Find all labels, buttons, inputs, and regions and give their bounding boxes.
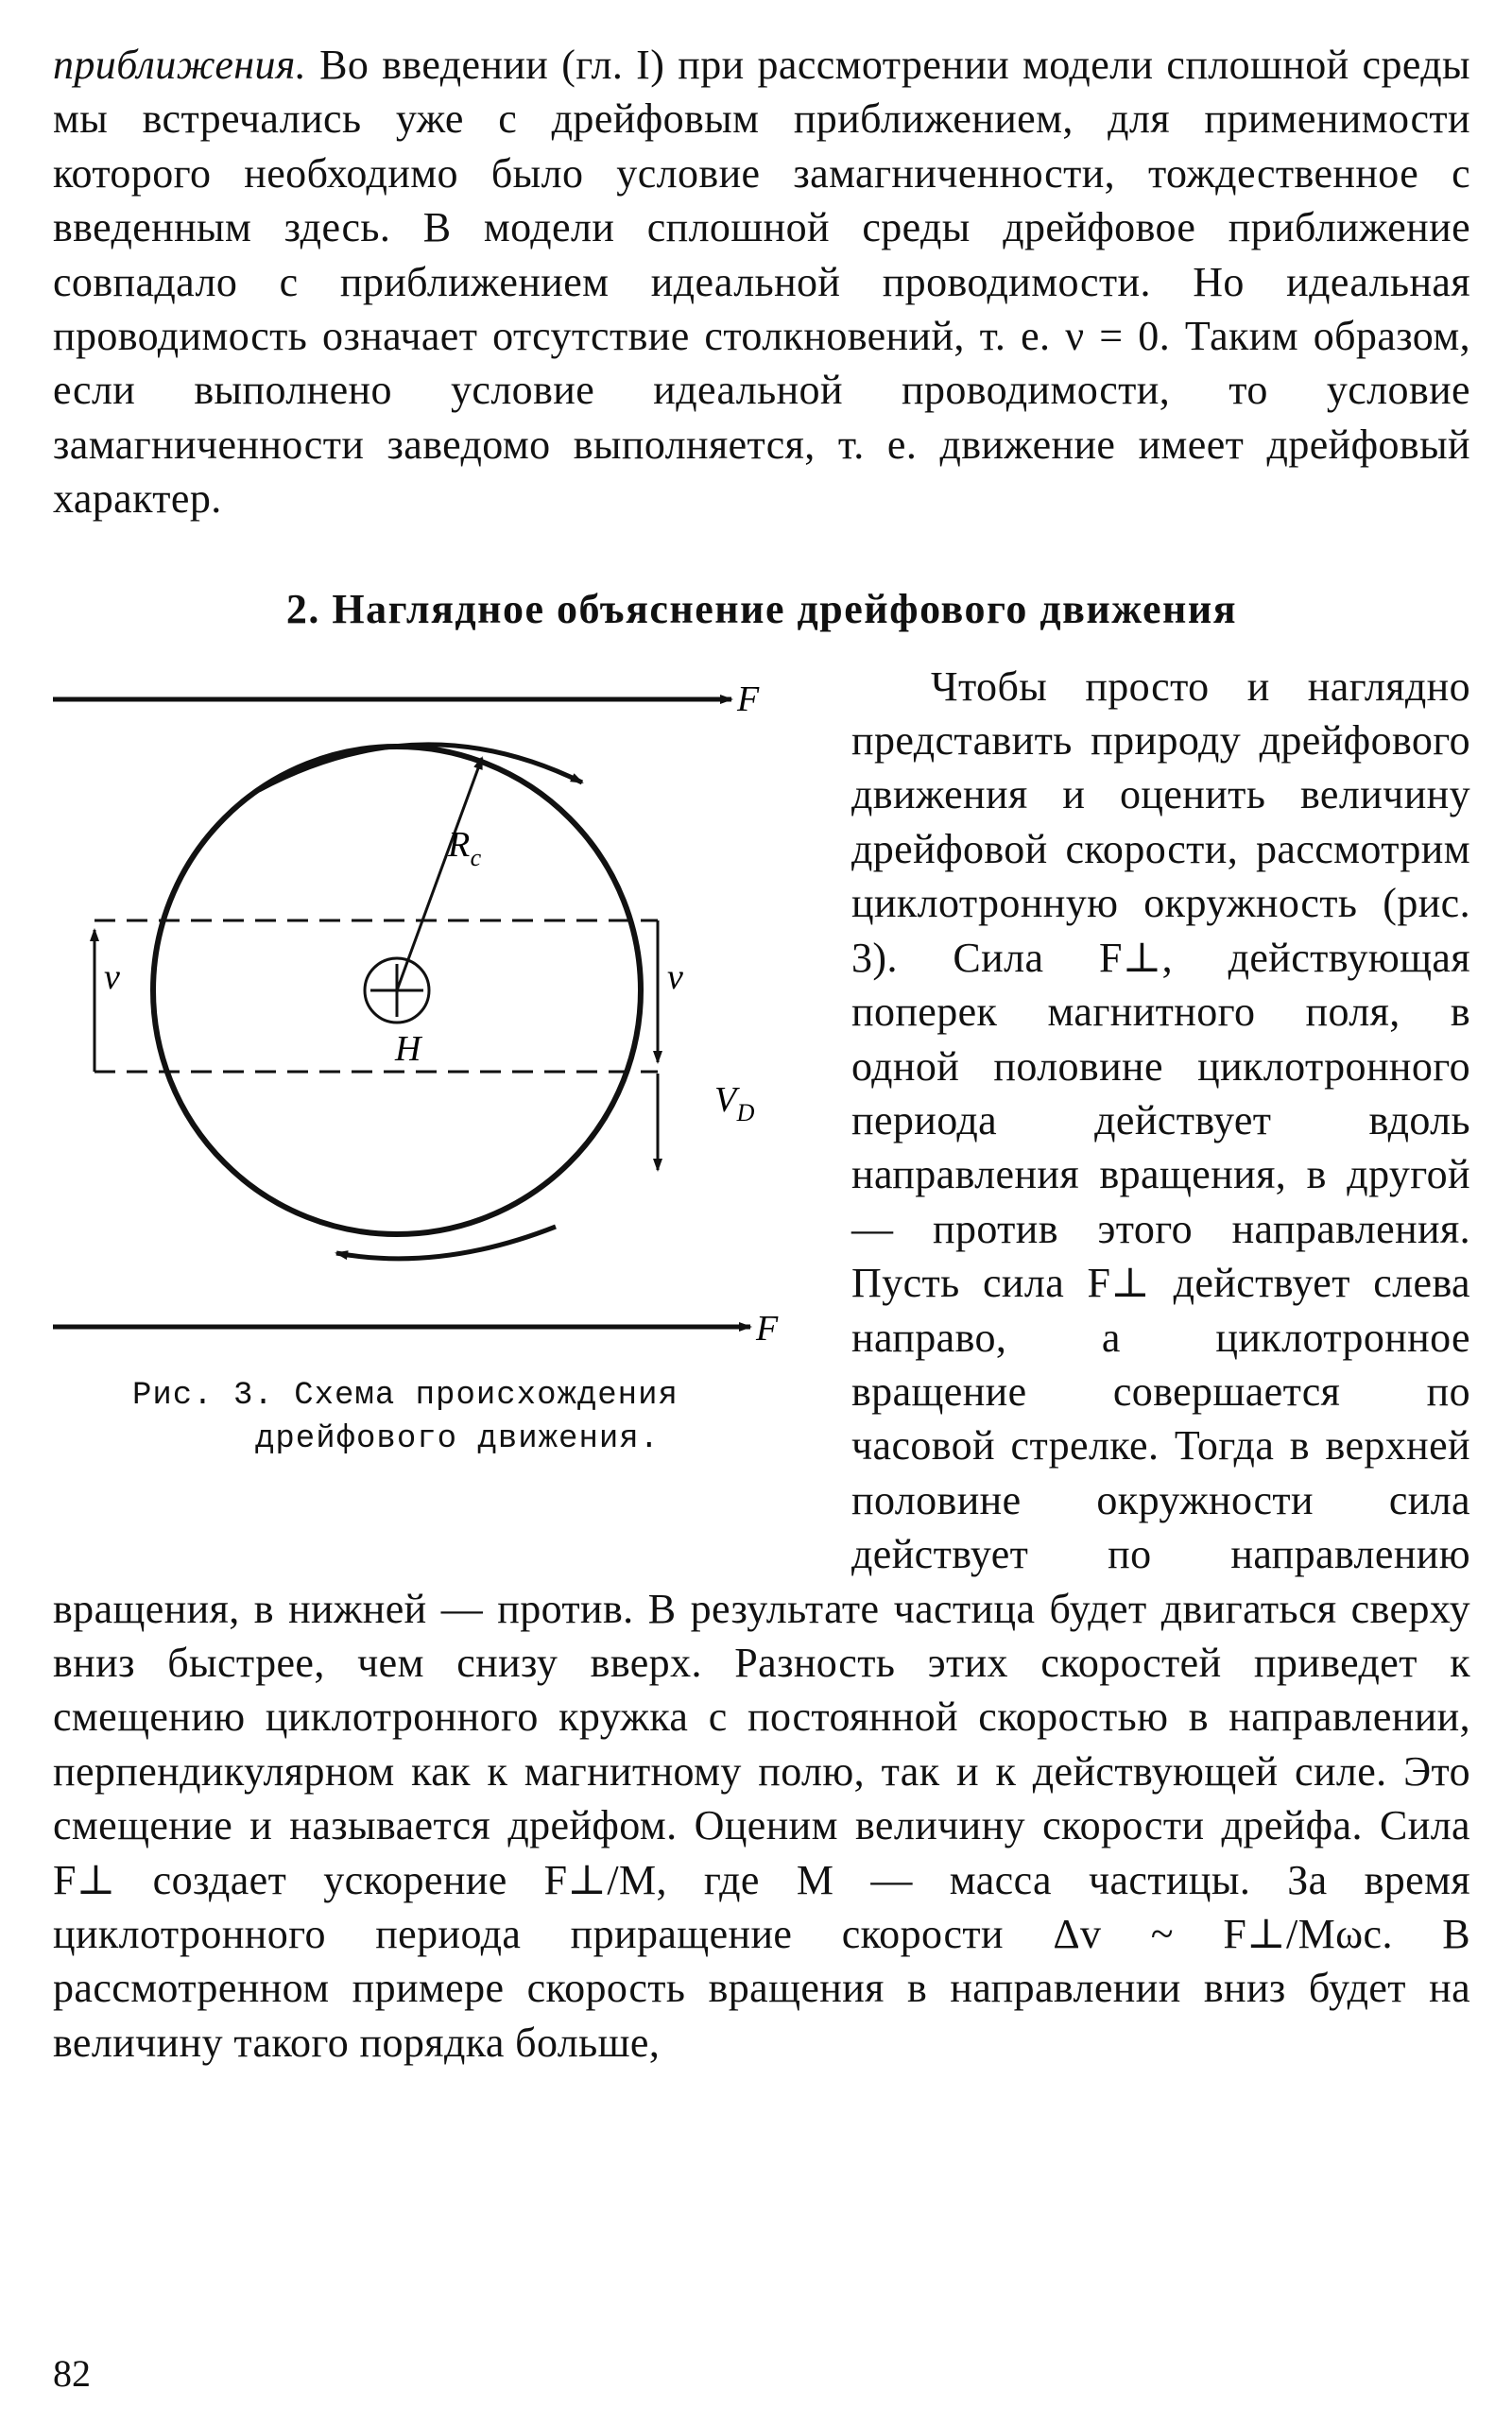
figure-3 <box>53 667 799 1546</box>
drift-label <box>714 1080 755 1126</box>
drift-label-main: V <box>714 1079 737 1120</box>
caption-line-2: дрейфового движения. <box>255 1420 661 1457</box>
drift-diagram <box>53 667 799 1367</box>
field-label: H <box>395 1028 421 1069</box>
radius-label <box>447 825 482 871</box>
force-label-bottom: F <box>756 1308 779 1349</box>
radius-vector <box>397 758 482 990</box>
magnetic-field-icon <box>365 958 429 1023</box>
caption-line-1: Рис. 3. Схема происхождения <box>132 1377 679 1414</box>
force-label-top: F <box>737 679 760 719</box>
drift-label-sub: D <box>736 1098 755 1126</box>
section-heading: 2. Наглядное объяснение дрейфового движения <box>285 585 1238 632</box>
velocity-label-left: v <box>104 956 121 997</box>
radius-label-sub: c <box>470 843 482 871</box>
velocity-label-right: v <box>667 956 684 997</box>
figure-caption <box>53 1374 790 1461</box>
radius-label-main: R <box>448 824 471 865</box>
paragraph-2-text: Чтобы просто и наглядно представить природу дрейфового движения и оценить величину дрейфовой скорости, рассмотрим циклотронную окружность (рис. 3). Сила F⊥, действующая поперек магнитного поля, в одной половине циклотронного периода действует вдоль направления вращения, в другой — против этого направления. Пусть сила F⊥ действует слева направо, а циклотронное вращение совершается по часовой стрелке. Тогда в верхней половине окружности сила действует по направлению вращения, в нижней — против. В результате частица будет двигаться сверху вниз быстрее, чем снизу вверх. Разность этих скоростей приведет к смещению циклотронного кружка с постоянной скоростью в направлении, перпендикулярном как к магнитному полю, так и к действующей силе. Это смещение и называется дрейфом. Оценим величину скорости дрейфа. Сила F⊥ создает ускорение F⊥/M, где M — масса частицы. За время циклотронного периода приращение скорости Δv ~ F⊥/Mωc. В рассмотренном примере скорость вращения в направлении вниз будет на величину такого порядка больше, <box>53 662 1470 2066</box>
paragraph-1-italic-lead: приближения. <box>53 42 307 88</box>
page-body <box>53 38 1470 2070</box>
paragraph-1-text: Во введении (гл. I) при рассмотрении модели сплошной среды мы встречались уже с дрейфовым приближением, для применимости которого необходимо было условие замагниченности, тождественное с введенным здесь. В модели сплошной среды дрейфовое приближение совпадало с приближением идеальной проводимости. Но идеальная проводимость означает отсутствие столкновений, т. е. ν = 0. Таким образом, если выполнено условие идеальной проводимости, то условие замагниченности заведомо выполняется, т. е. движение имеет дрейфовый характер. <box>53 42 1470 523</box>
paragraph-2 <box>53 660 1470 2071</box>
page-number: 82 <box>53 2352 91 2395</box>
dashed-orbit-path <box>94 920 658 1072</box>
paragraph-1 <box>53 38 1470 526</box>
rotation-arrow-top <box>259 745 582 790</box>
